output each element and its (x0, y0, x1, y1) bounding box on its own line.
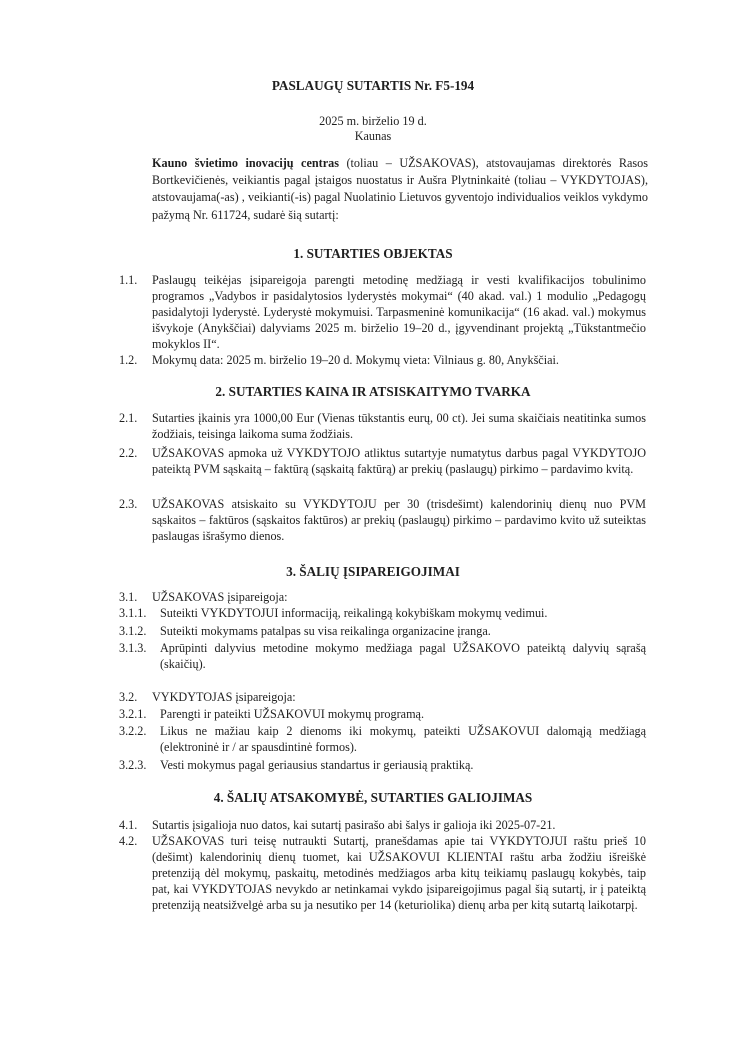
section-1-heading: 1. SUTARTIES OBJEKTAS (293, 246, 453, 261)
clause-4-1: Sutartis įsigalioja nuo datos, kai sutartį pasirašo abi šalys ir galioja iki 2025-07-21. (152, 818, 556, 832)
clause-3-1-1: Suteikti VYKDYTOJUI informaciją, reikalingą kokybiškam mokymų vedimui. (160, 606, 548, 620)
clause-3-2: VYKDYTOJAS įsipareigoja: (152, 690, 296, 704)
clause-3-1-2: Suteikti mokymams patalpas su visa reikalinga organizacine įranga. (160, 624, 491, 638)
clause-number: 3.1.3. (119, 641, 147, 655)
intro-text: (toliau – UŽSAKOVAS), atstovaujamas direktorės Rasos Bortkevičienės, veikiantis pagal įstaigos nuostatus ir Aušra Plytninkaitė (toliau – VYKDYTOJAS), atstovaujama(-as) , veikianti(-is) pagal Nuolatinio Lietuvos gyventojo individualios veiklos vykdymo pažymą Nr. 611724, sudarė šią sutartį: (152, 156, 648, 222)
clause-number: 2.2. (119, 446, 138, 460)
clause-3-2-3: Vesti mokymus pagal geriausius standartus ir geriausią praktiką. (160, 758, 474, 772)
clause-1-1: Paslaugų teikėjas įsipareigoja parengti metodinę medžiagą ir vesti kvalifikacijos tobulinimo programos „Vadybos ir pasidalytosios lyderystės mokymai“ (40 akad. val.) 1 modulio „Pedagogų pasidalytoji lyderystė. Lyderystė mokymuisi. Tarpasmeninė komunikacija“ (16 akad. val.) mokymus išvykoje (Anykščiai) dalyviams 2025 m. birželio 19–20 d., įgyvendinant projektą „Tūkstantmečio mokyklos II“. (152, 273, 646, 351)
clause-number: 3.2.3. (119, 758, 147, 772)
clause-3-2-1: Parengti ir pateikti UŽSAKOVUI mokymų programą. (160, 707, 425, 721)
clause-number: 3.2.2. (119, 724, 147, 738)
clause-number: 3.1.1. (119, 606, 147, 620)
clause-1-2: Mokymų data: 2025 m. birželio 19–20 d. Mokymų vieta: Vilniaus g. 80, Anykščiai. (152, 353, 559, 367)
clause-3-1-3: Aprūpinti dalyvius metodine mokymo medžiaga pagal UŽSAKOVO pateiktą dalyvių sąrašą (skaičių). (160, 641, 646, 671)
clause-2-2: UŽSAKOVAS apmoka už VYKDYTOJO atliktus sutartyje numatytus darbus pagal VYKDYTOJO pateiktą PVM sąskaitą – faktūrą (sąskaitą faktūrą) ar prekių (paslaugų) pirkimo – pardavimo kvitą. (152, 446, 646, 476)
clause-3-1: UŽSAKOVAS įsipareigoja: (152, 590, 288, 604)
clause-number: 3.2. (119, 690, 138, 704)
document-title: PASLAUGŲ SUTARTIS Nr. F5-194 (271, 78, 475, 93)
clause-number: 2.1. (119, 411, 138, 425)
clause-4-2: UŽSAKOVAS turi teisę nutraukti Sutartį, pranešdamas apie tai VYKDYTOJUI raštu prieš 10 (dešimt) kalendorinių dienų tuomet, kai UŽSAKOVUI KLIENTAI raštu arba žodžiu išreiškė pretenziją dėl mokymų, paskaitų, metodinės medžiagos arba kitų teikiamų paslaugų kokybės, taip pat, kai VYKDYTOJAS nevykdo ar netinkamai vykdo įsipareigojimus pagal šią sutartį, ir į pateiktą pretenziją neatsižvelgė arba su ja nesutiko per 14 (keturiolika) dienų arba per kitą sutartą laikotarpį. (152, 834, 646, 912)
clause-number: 2.3. (119, 497, 138, 511)
section-2-heading: 2. SUTARTIES KAINA IR ATSISKAITYMO TVARKA (215, 384, 531, 399)
clause-number: 4.1. (119, 818, 138, 832)
intro-paragraph (152, 155, 648, 224)
clause-3-2-2: Likus ne mažiau kaip 2 dienoms iki mokymų, pateikti UŽSAKOVUI dalomąją medžiagą (elektroninė ir / ar spausdintinė formos). (160, 724, 646, 754)
customer-name: Kauno švietimo inovacijų centras (152, 156, 339, 170)
clause-number: 3.2.1. (119, 707, 147, 721)
section-4-heading: 4. ŠALIŲ ATSAKOMYBĖ, SUTARTIES GALIOJIMAS (213, 790, 533, 805)
clause-number: 3.1.2. (119, 624, 147, 638)
clause-2-3: UŽSAKOVAS atsiskaito su VYKDYTOJU per 30 (trisdešimt) kalendorinių dienų nuo PVM sąskaitos – faktūros (sąskaitos faktūros) ar prekių (paslaugų) pirkimo – pardavimo kvito už suteiktas paslaugas išrašymo dienos. (152, 497, 646, 543)
clause-number: 3.1. (119, 590, 138, 604)
clause-2-1: Sutarties įkainis yra 1000,00 Eur (Vienas tūkstantis eurų, 00 ct). Jei suma skaičiais neatitinka sumos žodžiais, teisinga laikoma suma žodžiais. (152, 411, 646, 441)
clause-number: 4.2. (119, 834, 138, 848)
document-city: Kaunas (354, 129, 392, 143)
document-date: 2025 m. birželio 19 d. (319, 114, 427, 128)
clause-number: 1.2. (119, 353, 138, 367)
section-3-heading: 3. ŠALIŲ ĮSIPAREIGOJIMAI (286, 564, 460, 579)
clause-number: 1.1. (119, 273, 138, 287)
